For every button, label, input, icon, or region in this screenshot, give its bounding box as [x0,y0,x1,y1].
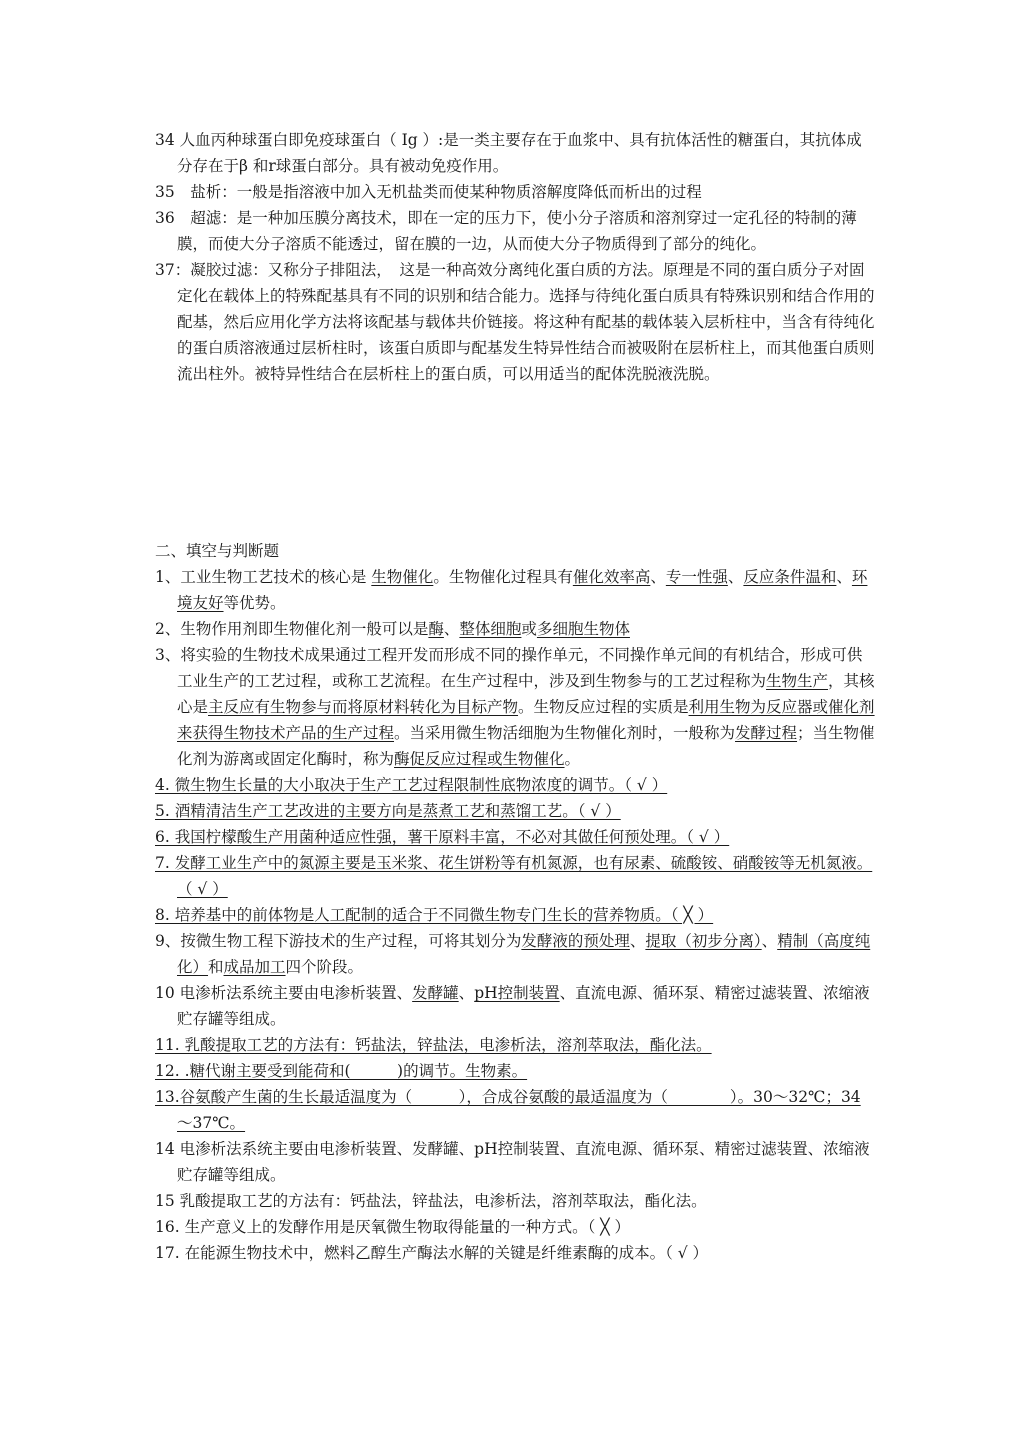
q10-answer: 发酵罐 [412,984,459,1002]
q10-text: 10 电渗析法系统主要由电渗析装置、 [155,984,413,1002]
question-12: 12. .糖代谢主要受到能荷和( )的调节。生物素。 [155,1062,528,1080]
q1-answer: 生物催化 [371,568,434,586]
q2-answer: 多细胞生物体 [536,620,630,638]
question-11: 11. 乳酸提取工艺的方法有：钙盐法，锌盐法，电渗析法，溶剂萃取法，酯化法。 [155,1036,712,1054]
question-15: 15 乳酸提取工艺的方法有：钙盐法，锌盐法，电渗析法，溶剂萃取法，酯化法。 [155,1192,707,1210]
q9-answer: 发酵液的预处理 [521,932,630,950]
question-1 [155,564,875,616]
q9-answer: 精制（高度纯化） [177,932,871,976]
q3-text: 。 [564,750,581,768]
section-title: 二、填空与判断题 [155,542,280,560]
q1-text: 、 [727,568,744,586]
q3-answer: 生物生产 [766,672,829,690]
question-16: 16. 生产意义上的发酵作用是厌氧微生物取得能量的一种方式。（ ╳ ） [155,1218,631,1236]
question-9 [155,928,875,980]
question-7: 7. 发酵工业生产中的氮源主要是玉米浆、花生饼粉等有机氮源，也有尿素、硫酸铵、硝酸铵等无机氮液。（ √ ） [155,854,873,898]
q2-text: 或 [521,620,537,638]
q1-answer: 催化效率高 [572,568,651,586]
q9-answer: 提取（初步分离） [645,932,762,950]
q1-answer: 专一性强 [665,568,728,586]
q1-text: 等优势。 [223,594,286,612]
q3-text: ；当生物催化剂为游离或固定化酶时，称为 [177,724,875,768]
section-fill-and-judge [155,538,875,1266]
question-13: 13.谷氨酸产生菌的生长最适温度为（ ），合成谷氨酸的最适温度为（ ）。30～32℃；34～37℃。 [155,1088,861,1132]
q3-text: 3、将实验的生物技术成果通过工程开发而形成不同的操作单元，不同操作单元间的有机结合，形成可供工业生产的工艺过程，或称工艺流程。在生产过程中，涉及到生物参与的工艺过程称为 [155,646,863,690]
q2-text: 2、生物作用剂即生物催化剂一般可以是 [155,620,429,638]
q2-text: 、 [443,620,460,638]
definition-item: 37：凝胶过滤：又称分子排阻法， 这是一种高效分离纯化蛋白质的方法。原理是不同的蛋白质分子对固定化在载体上的特殊配基具有不同的识别和结合能力。选择与待纯化蛋白质具有特殊识别和结合作用的配基，然后应用化学方法将该配基与载体共价链接。将这种有配基的载体装入层析柱中，当含有待纯化的蛋白质溶液通过层析柱时，该蛋白质即与配基发生特异性结合而被吸附在层析柱上，而其他蛋白质则流出柱外。被特异性结合在层析柱上的蛋白质，可以用适当的配体洗脱液洗脱。 [155,261,875,383]
q9-text: 、 [629,932,646,950]
question-4: 4. 微生物生长量的大小取决于生产工艺过程限制性底物浓度的调节。（ √ ） [155,776,668,794]
q1-text: 、 [650,568,666,586]
question-2 [155,616,875,642]
q9-text: 9、按微生物工程下游技术的生产过程，可将其划分为 [155,932,522,950]
q3-answer: 主反应有生物参与而将原材料转化为目标产物 [208,698,519,716]
q3-answer: 酶促反应过程或生物催化 [394,750,565,768]
q9-text: 四个阶段。 [285,958,364,976]
q1-answer: 环境友好 [177,568,868,612]
q9-answer: 成品加工 [223,958,286,976]
q3-text: 。生物反应过程的实质是 [518,698,689,716]
question-8: 8. 培养基中的前体物是人工配制的适合于不同微生物专门生长的营养物质。（ ╳ ） [155,906,714,924]
definition-item: 36 超滤：是一种加压膜分离技术，即在一定的压力下，使小分子溶质和溶剂穿过一定孔径的特制的薄膜，而使大分子溶质不能透过，留在膜的一边，从而使大分子物质得到了部分的纯化。 [155,209,857,253]
q1-text: 。生物催化过程具有 [433,568,573,586]
q1-answer: 反应条件温和 [743,568,837,586]
question-10 [155,980,875,1032]
q1-text: 、 [836,568,852,586]
definition-item: 35 盐析：一般是指溶液中加入无机盐类而使某种物质溶解度降低而析出的过程 [155,183,702,201]
q2-answer: 整体细胞 [459,620,522,638]
definition-item: 34 人血丙种球蛋白即免疫球蛋白（ Ig ）:是一类主要存在于血浆中、具有抗体活性的糖蛋白，其抗体成分存在于β 和r球蛋白部分。具有被动免疫作用。 [155,131,862,175]
q9-text: 和 [208,958,224,976]
q3-answer: 利用生物为反应器或催化剂来获得生物技术产品的生产过程 [177,698,875,742]
question-5: 5. 酒精清洁生产工艺改进的主要方向是蒸煮工艺和蒸馏工艺。（ √ ） [155,802,621,820]
q9-text: 、 [761,932,778,950]
question-6: 6. 我国柠檬酸生产用菌种适应性强，薯干原料丰富，不必对其做任何预处理。（ √ ） [155,828,730,846]
q2-answer: 酶 [428,620,444,638]
q10-text: 、 [458,984,475,1002]
q10-text: 、直流电源、循环泵、精密过滤装置、浓缩液贮存罐等组成。 [177,984,870,1028]
q10-answer: pH控制装置 [474,984,560,1002]
q3-text: 。当采用微生物活细胞为生物催化剂时，一般称为 [394,724,736,742]
definitions-block [155,127,875,387]
question-3 [155,642,875,772]
q3-text: ，其核心是 [177,672,875,716]
question-14: 14 电渗析法系统主要由电渗析装置、发酵罐、pH控制装置、直流电源、循环泵、精密过滤装置、浓缩液贮存罐等组成。 [155,1140,870,1184]
q3-answer: 发酵过程 [735,724,798,742]
q1-text: 1、工业生物工艺技术的核心是 [155,568,372,586]
question-17: 17. 在能源生物技术中，燃料乙醇生产酶法水解的关键是纤维素酶的成本。（ √ ） [155,1244,709,1262]
